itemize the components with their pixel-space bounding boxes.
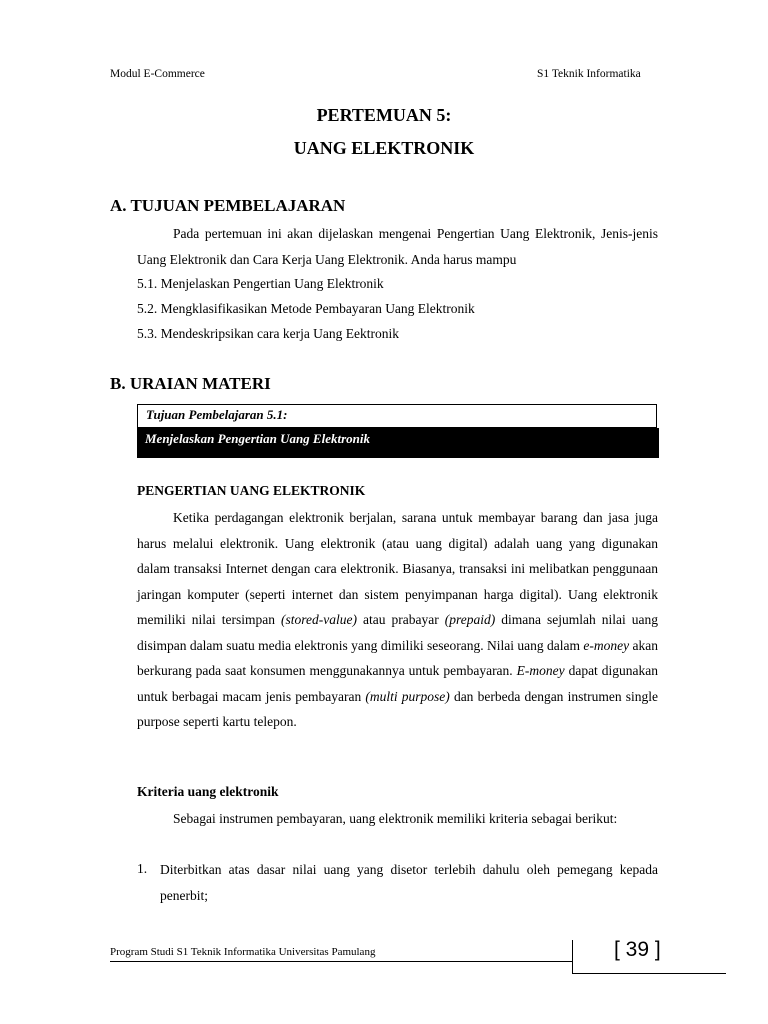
objective-box-title: Tujuan Pembelajaran 5.1:: [137, 404, 657, 428]
para-italic: (stored-value): [281, 612, 357, 627]
header-left: Modul E-Commerce: [110, 68, 205, 80]
para-italic: e-money: [583, 637, 630, 653]
para-text: dapat digunakan untuk berbagai macam jenis pembayaran: [137, 663, 658, 704]
para-text: dan berbeda dengan instrumen single purpose seperti kartu telepon.: [137, 688, 658, 729]
objective-item: 5.1. Menjelaskan Pengertian Uang Elektronik: [137, 276, 384, 291]
objective-item: 5.2. Mengklasifikasikan Metode Pembayaran Uang Elektronik: [137, 301, 475, 316]
objective-box-subtitle: Menjelaskan Pengertian Uang Elektronik: [137, 428, 659, 458]
page-subtitle: UANG ELEKTRONIK: [293, 138, 475, 158]
section-a-heading: A. TUJUAN PEMBELAJARAN: [110, 196, 346, 215]
page-title: PERTEMUAN 5:: [316, 105, 452, 125]
criteria-item-text: Diterbitkan atas dasar nilai uang yang disetor terlebih dahulu oleh pemegang kepada penerbit;: [160, 862, 658, 903]
header-right: S1 Teknik Informatika: [537, 68, 641, 80]
objective-item: 5.3. Mendeskripsikan cara kerja Uang Eektronik: [137, 326, 400, 341]
para-text: akan berkurang pada saat konsumen menggunakannya untuk pembayaran.: [137, 637, 659, 678]
footer-divider: [110, 961, 572, 962]
subheading: PENGERTIAN UANG ELEKTRONIK: [137, 483, 366, 498]
para-text: dimana sejumlah nilai uang disimpan dalam suatu media elektronis yang dimiliki seseorang. Nilai uang dalam: [137, 612, 659, 653]
criteria-intro-text: Sebagai instrumen pembayaran, uang elektronik memiliki kriteria sebagai berikut:: [173, 811, 618, 826]
footer-divider-vertical: [572, 940, 573, 974]
criteria-item: [160, 857, 658, 908]
para-text: atau prabayar: [357, 612, 445, 627]
section-b-heading: B. URAIAN MATERI: [110, 374, 271, 393]
section-a-intro: [137, 221, 658, 272]
para-italic: E-money: [516, 663, 565, 678]
criteria-item-number: 1.: [137, 861, 148, 876]
footer-text: Program Studi S1 Teknik Informatika Universitas Pamulang: [110, 946, 376, 958]
criteria-intro: [137, 806, 658, 832]
para-italic: (multi purpose): [365, 688, 450, 704]
para-italic: (prepaid): [444, 612, 496, 627]
intro-text: Pada pertemuan ini akan dijelaskan mengenai Pengertian Uang Elektronik, Jenis-jenis Uang Elektronik dan Cara Kerja Uang Elektronik. Anda harus mampu: [137, 226, 658, 267]
para-text: Ketika perdagangan elektronik berjalan, sarana untuk membayar barang dan jasa juga harus melalui elektronik. Uang elektronik (atau uang digital) adalah uang yang digunakan dalam transaksi Internet dengan cara elektronik. Biasanya, transaksi ini melibatkan penggunaan jaringan komputer (seperti internet dan sistem penyimpanan harga digital). Uang elektronik memiliki nilai tersimpan: [137, 510, 658, 627]
footer-divider-right: [572, 973, 726, 974]
page-number: [ 39 ]: [614, 938, 661, 961]
criteria-heading: Kriteria uang elektronik: [137, 784, 279, 799]
body-paragraph: [137, 505, 658, 735]
